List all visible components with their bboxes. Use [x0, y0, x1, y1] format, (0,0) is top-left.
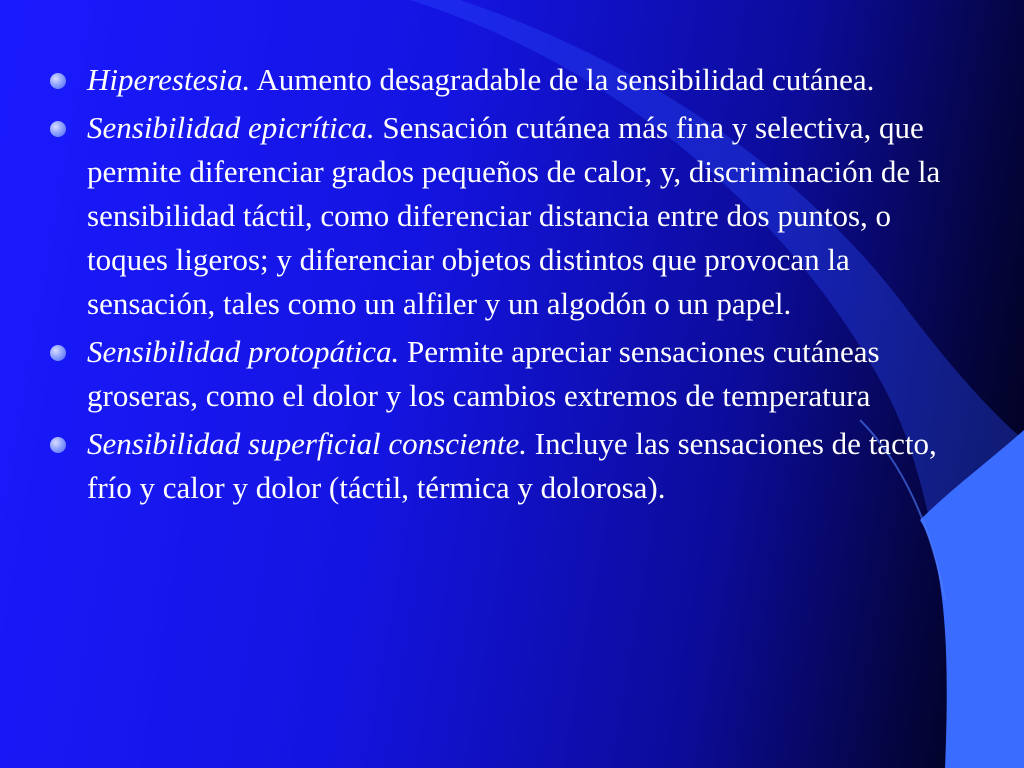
list-item — [46, 330, 976, 418]
item-text: Aumento desagradable de la sensibilidad cutánea. — [250, 62, 875, 97]
bullet-dot-icon — [50, 345, 66, 361]
list-item — [46, 422, 976, 510]
list-item — [46, 106, 976, 326]
item-text: Sensación cutánea más fina y selectiva, que permite diferenciar grados pequeños de calor, y, discriminación de la sensibilidad táctil, como diferenciar distancia entre dos puntos, o toques ligeros; y diferenciar objetos distintos que provocan la sensación, tales como un alfiler y un algodón o un papel. — [87, 110, 941, 321]
item-text: Incluye las sensaciones de tacto, frío y calor y dolor (táctil, térmica y dolorosa). — [87, 426, 937, 505]
bullet-list — [46, 58, 976, 514]
bullet-dot-icon — [50, 121, 66, 137]
item-text: Permite apreciar sensaciones cutáneas groseras, como el dolor y los cambios extremos de temperatura — [87, 334, 880, 413]
item-term: Sensibilidad protopática. — [87, 334, 400, 369]
item-term: Hiperestesia. — [87, 62, 251, 97]
bullet-dot-icon — [50, 73, 66, 89]
list-item — [46, 58, 976, 102]
bullet-dot-icon — [50, 437, 66, 453]
item-term: Sensibilidad superficial consciente. — [87, 426, 527, 461]
item-term: Sensibilidad epicrítica. — [87, 110, 375, 145]
